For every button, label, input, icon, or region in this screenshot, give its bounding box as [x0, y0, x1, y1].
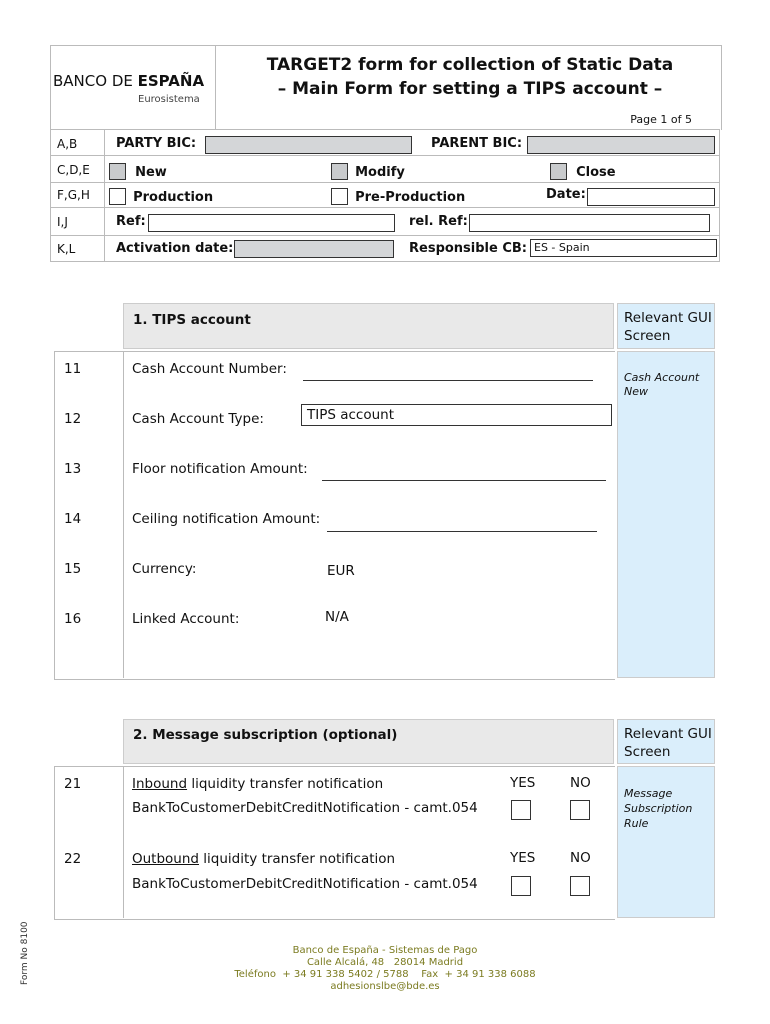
linked-account-label: Linked Account: [132, 611, 240, 627]
inbound-message-type: BankToCustomerDebitCreditNotification - camt.054 [132, 800, 478, 816]
modify-option[interactable]: Modify [331, 161, 405, 180]
section2-relevant-header: Relevant GUI Screen [617, 719, 715, 764]
currency-value: EUR [327, 563, 355, 579]
no-label: NO [570, 775, 591, 791]
floor-amount-label: Floor notification Amount: [132, 461, 308, 477]
field-number: 16 [64, 611, 82, 627]
section2-relevant-screen: Message Subscription Rule [617, 766, 715, 918]
cash-account-type-label: Cash Account Type: [132, 411, 264, 427]
activation-date-input[interactable] [234, 240, 394, 258]
section1-relevant-header: Relevant GUI Screen [617, 303, 715, 349]
form-title: TARGET2 form for collection of Static Data – Main Form for setting a TIPS account – [266, 55, 674, 99]
field-number: 13 [64, 461, 82, 477]
inbound-no-checkbox[interactable] [570, 800, 590, 820]
row-code: C,D,E [57, 163, 90, 177]
new-checkbox[interactable] [109, 163, 126, 180]
close-option[interactable]: Close [550, 161, 616, 180]
linked-account-value: N/A [325, 609, 349, 625]
date-input[interactable] [587, 188, 715, 206]
floor-amount-input[interactable] [322, 480, 606, 481]
section2-title: 2. Message subscription (optional) [133, 727, 398, 743]
parent-bic-label: PARENT BIC: [431, 136, 523, 151]
ref-input[interactable] [148, 214, 395, 232]
field-number: 12 [64, 411, 82, 427]
field-number: 22 [64, 851, 82, 867]
ceiling-amount-label: Ceiling notification Amount: [132, 511, 321, 527]
activation-date-label: Activation date: [116, 241, 234, 256]
logo-box [50, 45, 216, 129]
rel-ref-label: rel. Ref: [409, 214, 468, 229]
close-checkbox[interactable] [550, 163, 567, 180]
ceiling-amount-input[interactable] [327, 531, 597, 532]
row-code: A,B [57, 137, 78, 151]
party-bic-label: PARTY BIC: [116, 136, 197, 151]
outbound-notification-label: Outbound liquidity transfer notification [132, 851, 396, 867]
inbound-yes-checkbox[interactable] [511, 800, 531, 820]
form-number: Form No 8100 [20, 921, 30, 985]
responsible-cb-input[interactable]: ES - Spain [530, 239, 717, 257]
ref-label: Ref: [116, 214, 146, 229]
production-checkbox[interactable] [109, 188, 126, 205]
outbound-message-type: BankToCustomerDebitCreditNotification - camt.054 [132, 876, 478, 892]
preproduction-checkbox[interactable] [331, 188, 348, 205]
footer-address: Banco de España - Sistemas de Pago Calle Alcalá, 48 28014 Madrid Teléfono + 34 91 338 5402 / 5788 Fax + 34 91 338 6088 adhesionslbe@bde.es [234, 945, 536, 992]
logo: BANCO DE ESPAÑA [53, 72, 205, 90]
inbound-notification-label: Inbound liquidity transfer notification [132, 776, 384, 792]
section2-header [123, 719, 614, 764]
row-code: F,G,H [57, 188, 90, 202]
yes-label: YES [510, 775, 536, 791]
field-number: 11 [64, 361, 82, 377]
field-number: 14 [64, 511, 82, 527]
no-label: NO [570, 850, 591, 866]
outbound-no-checkbox[interactable] [570, 876, 590, 896]
field-number: 21 [64, 776, 82, 792]
parent-bic-input[interactable] [527, 136, 715, 154]
rel-ref-input[interactable] [469, 214, 710, 232]
section1-relevant-screen: Cash Account New [617, 351, 715, 678]
responsible-cb-label: Responsible CB: [409, 241, 528, 256]
logo-subtitle: Eurosistema [138, 94, 200, 105]
modify-checkbox[interactable] [331, 163, 348, 180]
party-bic-input[interactable] [205, 136, 412, 154]
yes-label: YES [510, 850, 536, 866]
cash-account-number-label: Cash Account Number: [132, 361, 287, 377]
field-number: 15 [64, 561, 82, 577]
outbound-yes-checkbox[interactable] [511, 876, 531, 896]
new-option[interactable]: New [109, 161, 167, 180]
section1-header [123, 303, 614, 349]
page-number: Page 1 of 5 [630, 113, 692, 126]
row-code: I,J [57, 215, 68, 229]
row-code: K,L [57, 242, 76, 256]
currency-label: Currency: [132, 561, 197, 577]
date-label: Date: [546, 187, 586, 202]
production-option[interactable]: Production [109, 186, 213, 205]
cash-account-type-input[interactable]: TIPS account [301, 404, 612, 426]
preproduction-option[interactable]: Pre-Production [331, 186, 465, 205]
section1-title: 1. TIPS account [133, 312, 251, 328]
cash-account-number-input[interactable] [303, 380, 593, 381]
